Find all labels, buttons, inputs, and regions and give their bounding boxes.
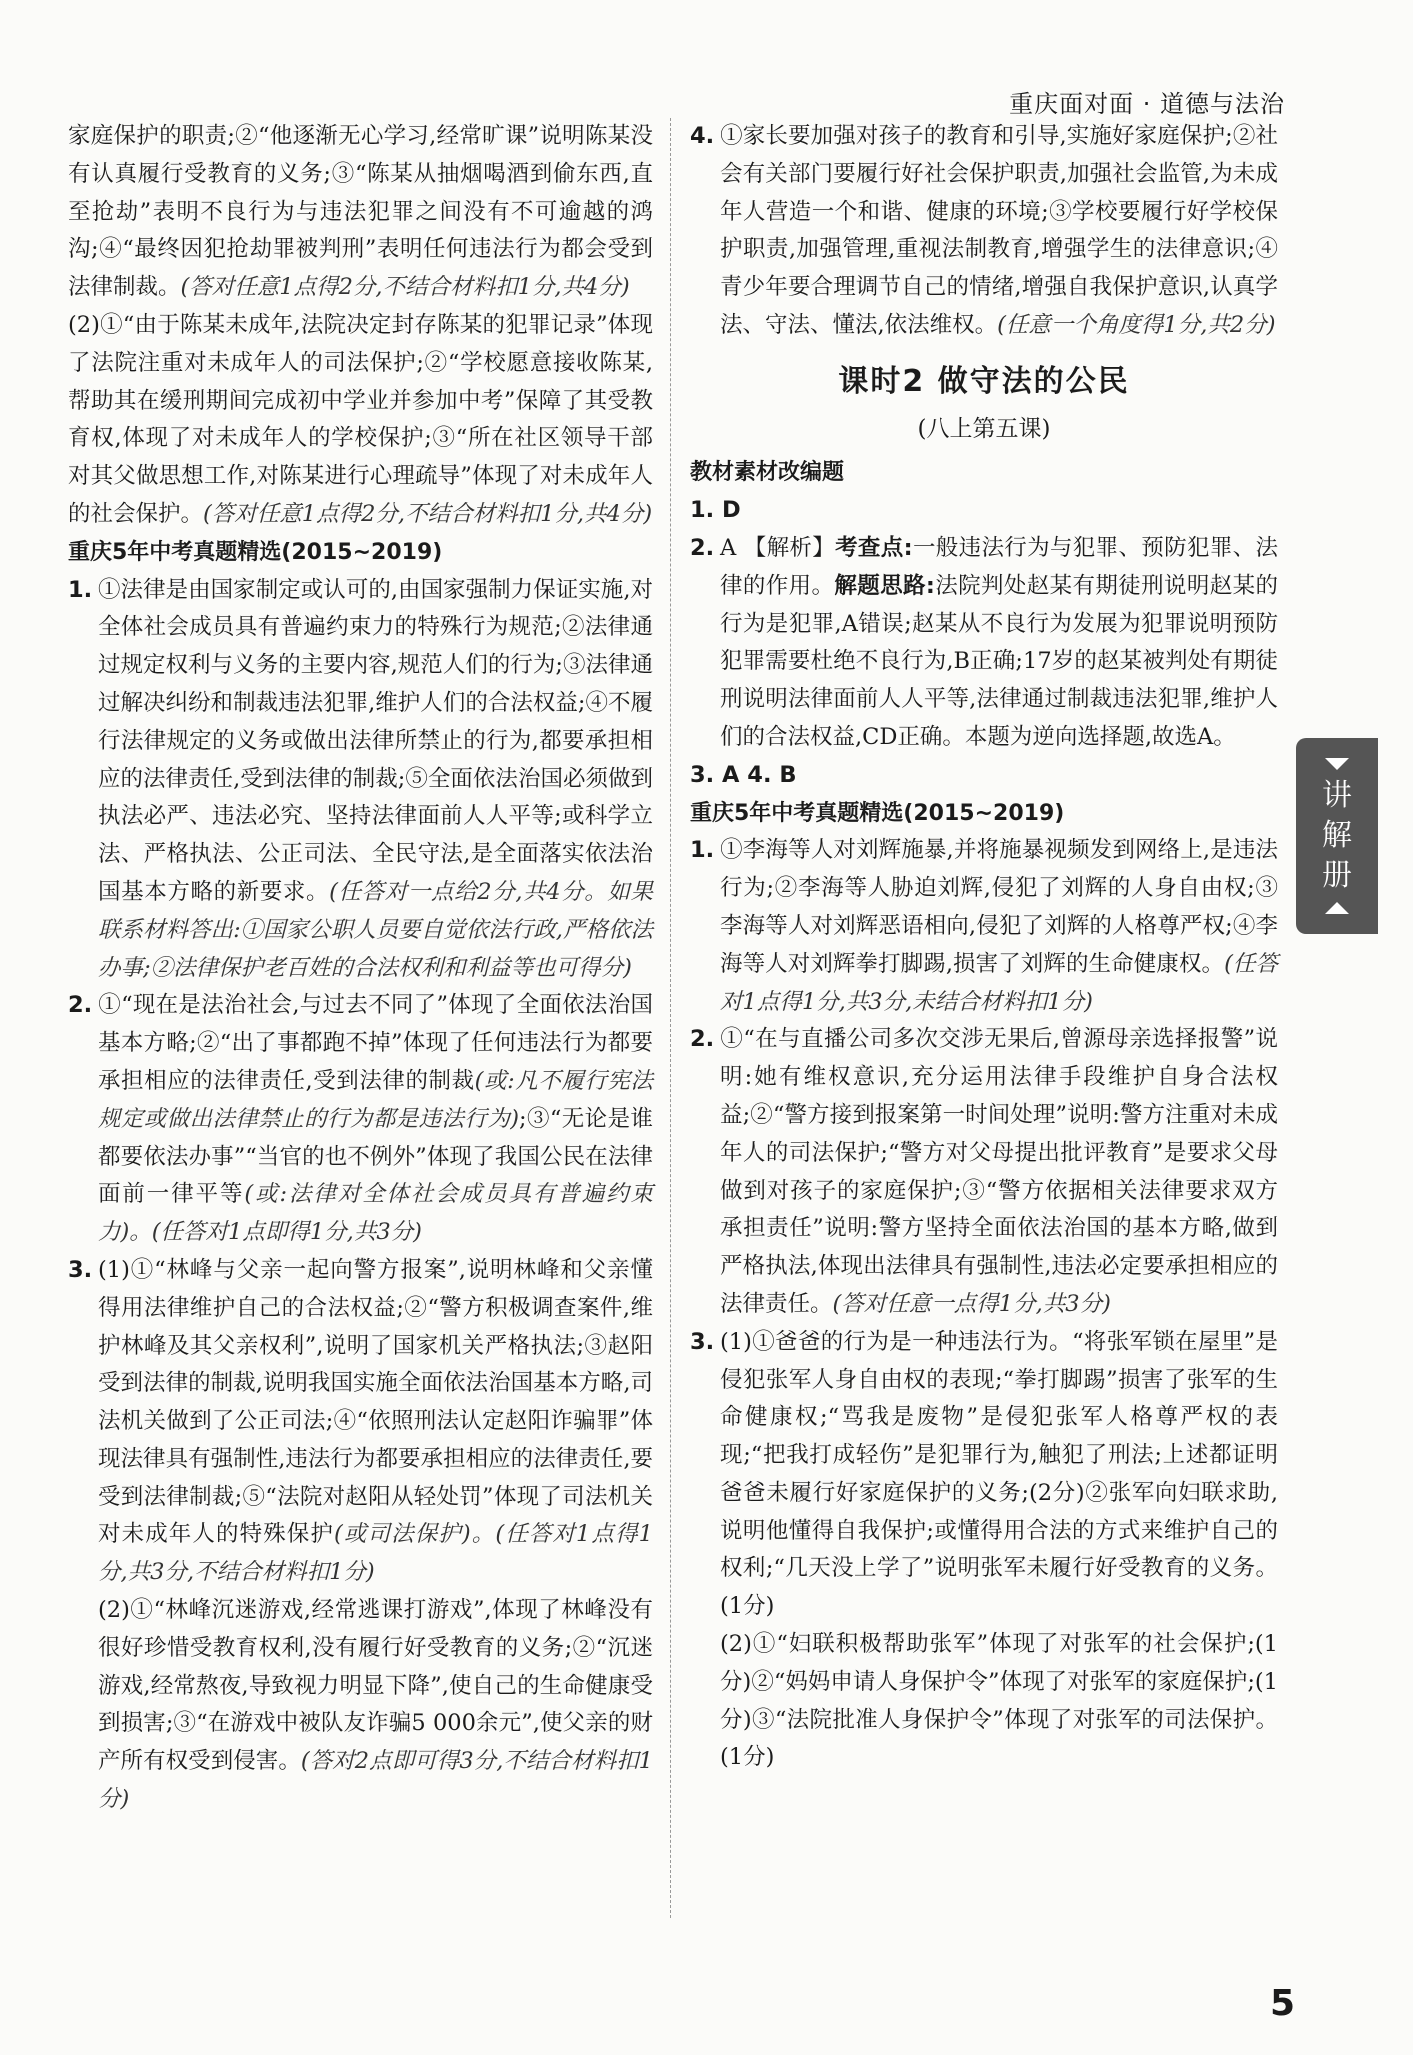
page-header: 重庆面对面 · 道德与法治 bbox=[1009, 90, 1285, 118]
side-tab-char: 册 bbox=[1322, 858, 1352, 893]
lesson-title: 课时2 做守法的公民 bbox=[838, 363, 1130, 399]
answer-paragraph: 家庭保护的职责;②“他逐渐无心学习,经常旷课”说明陈某没有认真履行受教育的义务;③“陈某从抽烟喝酒到偷东西,直至抢劫”表明不良行为与违法犯罪之间没有不可逾越的鸿沟;④“最终因犯抢劫罪被判刑”表明任何违法行为都会受到法律制裁。(答对任意1点得2分,不结合材料扣1分,共4分) bbox=[68, 123, 653, 301]
answer-item: 3. (1)①“林峰与父亲一起向警方报案”,说明林峰和父亲懂得用法律维护自己的合法权益;②“警方积极调查案件,维护林峰及其父亲权利”,说明了国家机关严格执法;③赵阳受到法律的制裁,说明我国实施全面依法治国基本方略,司法机关做到了公正司法;④“依照刑法认定赵阳诈骗罪”体现法律具有强制性,违法行为都要承担相应的法律责任,要受到法律制裁;⑤“法院对赵阳从轻处罚”体现了司法机关对未成年人的特殊保护(或司法保护)。(任答对1点得1分,共3分,不结合材料扣1分) bbox=[68, 1256, 653, 1586]
answer-item: 1. ①李海等人对刘辉施暴,并将施暴视频发到网络上,是违法行为;②李海等人胁迫刘辉,侵犯了刘辉的人身自由权;③李海等人对刘辉恶语相向,侵犯了刘辉的人格尊严权;④李海等人对刘辉拳打脚踢,损害了刘辉的生命健康权。(任答对1点得1分,共3分,未结合材料扣1分) bbox=[690, 837, 1279, 1015]
side-tab-char: 解 bbox=[1322, 818, 1352, 853]
triangle-up-icon bbox=[1325, 902, 1349, 914]
column-divider bbox=[670, 118, 671, 1918]
left-column bbox=[68, 118, 653, 1819]
answer-item: 4. ①家长要加强对孩子的教育和引导,实施好家庭保护;②社会有关部门要履行好社会保护职责,加强社会监管,为未成年人营造一个和谐、健康的环境;③学校要履行好学校保护职责,加强管理,重视法制教育,增强学生的法律意识;④青少年要合理调节自己的情绪,增强自我保护意识,认真学法、守法、懂法,依法维权。(任意一个角度得1分,共2分) bbox=[690, 123, 1278, 338]
answer-subitem: (2)①“林峰沉迷游戏,经常逃课打游戏”,体现了林峰没有很好珍惜受教育权利,没有履行好受教育的义务;②“沉迷游戏,经常熬夜,导致视力明显下降”,使自己的生命健康受到损害;③“在游戏中被队友诈骗5 000余元”,使父亲的财产所有权受到侵害。(答对2点即可得3分,不结合材料扣1分) bbox=[98, 1597, 653, 1813]
lesson-subtitle: (八上第五课) bbox=[917, 415, 1051, 442]
answer-item: 3. A 4. B bbox=[690, 761, 797, 788]
page-number: 5 bbox=[1269, 1983, 1295, 2024]
answer-item: 2. A 【解析】考查点:一般违法行为与犯罪、预防犯罪、法律的作用。解题思路:法院判处赵某有期徒刑说明赵某的行为是犯罪,A错误;赵某从不良行为发展为犯罪说明预防犯罪需要杜绝不良行为,B正确;17岁的赵某被判处有期徒刑说明法律面前人人平等,法律通过制裁违法犯罪,维护人们的合法权益,CD正确。本题为逆向选择题,故选A。 bbox=[690, 534, 1278, 750]
answer-item: 1. D bbox=[690, 497, 741, 524]
section-heading: 重庆5年中考真题精选(2015~2019) bbox=[68, 539, 443, 565]
side-tab-char: 讲 bbox=[1322, 778, 1352, 813]
answer-item: 2. ①“现在是法治社会,与过去不同了”体现了全面依法治国基本方略;②“出了事都跑不掉”体现了任何违法行为都要承担相应的法律责任,受到法律的制裁(或:凡不履行宪法规定或做出法律禁止的行为都是违法行为);③“无论是谁都要依法办事”“当官的也不例外”体现了我国公民在法律面前一律平等(或:法律对全体社会成员具有普遍约束力)。(任答对1点即得1分,共3分) bbox=[68, 992, 654, 1246]
answer-item: 2. ①“在与直播公司多次交涉无果后,曾源母亲选择报警”说明:她有维权意识,充分运用法律手段维护自身合法权益;②“警方接到报案第一时间处理”说明:警方注重对未成年人的司法保护;“警方对父母提出批评教育”是要求父母做到对孩子的家庭保护;③“警方依据相关法律要求双方承担责任”说明:警方坚持全面依法治国的基本方略,做到严格执法,体现出法律具有强制性,违法必定要承担相应的法律责任。(答对任意一点得1分,共3分) bbox=[690, 1026, 1278, 1317]
answer-item: 1. ①法律是由国家制定或认可的,由国家强制力保证实施,对全体社会成员具有普遍约束力的特殊行为规范;②法律通过规定权利与义务的主要内容,规范人们的行为;③法律通过解决纠纷和制裁违法犯罪,维护人们的合法权益;④不履行法律规定的义务或做出法律所禁止的行为,都要承担相应的法律责任,受到法律的制裁;⑤全面依法治国必须做到执法必严、违法必究、坚持法律面前人人平等;或科学立法、严格执法、公正司法、全民守法,是全面落实依法治国基本方略的新要求。(任答对一点给2分,共4分。如果联系材料答出:①国家公职人员要自觉依法行政,严格依法办事;②法律保护老百姓的合法权利和利益等也可得分) bbox=[68, 576, 653, 981]
answer-subitem: (2)①“妇联积极帮助张军”体现了对张军的社会保护;(1分)②“妈妈申请人身保护令”体现了对张军的家庭保护;(1分)③“法院批准人身保护令”体现了对张军的司法保护。(1分) bbox=[720, 1631, 1278, 1771]
answer-item: 3. (1)①爸爸的行为是一种违法行为。“将张军锁在屋里”是侵犯张军人身自由权的表现;“拳打脚踢”损害了张军的生命健康权;“骂我是废物”是侵犯张军人格尊严权的表现;“把我打成轻伤”是犯罪行为,触犯了刑法;上述都证明爸爸未履行好家庭保护的义务;(2分)②张军向妇联求助,说明他懂得自我保护;或懂得用合法的方式来维护自己的权利;“几天没上学了”说明张军未履行好受教育的义务。(1分) bbox=[690, 1328, 1278, 1620]
answer-paragraph: (2)①“由于陈某未成年,法院决定封存陈某的犯罪记录”体现了法院注重对未成年人的司法保护;②“学校愿意接收陈某,帮助其在缓刑期间完成初中学业并参加中考”保障了其受教育权,体现了对未成年人的学校保护;③“所在社区领导干部对其父做思想工作,对陈某进行心理疏导”体现了对未成年人的社会保护。(答对任意1点得2分,不结合材料扣1分,共4分) bbox=[68, 311, 653, 527]
side-tab bbox=[1296, 738, 1378, 934]
triangle-down-icon bbox=[1325, 758, 1349, 770]
right-column bbox=[690, 118, 1278, 1777]
section-heading: 重庆5年中考真题精选(2015~2019) bbox=[690, 800, 1065, 826]
section-heading: 教材素材改编题 bbox=[690, 460, 845, 486]
